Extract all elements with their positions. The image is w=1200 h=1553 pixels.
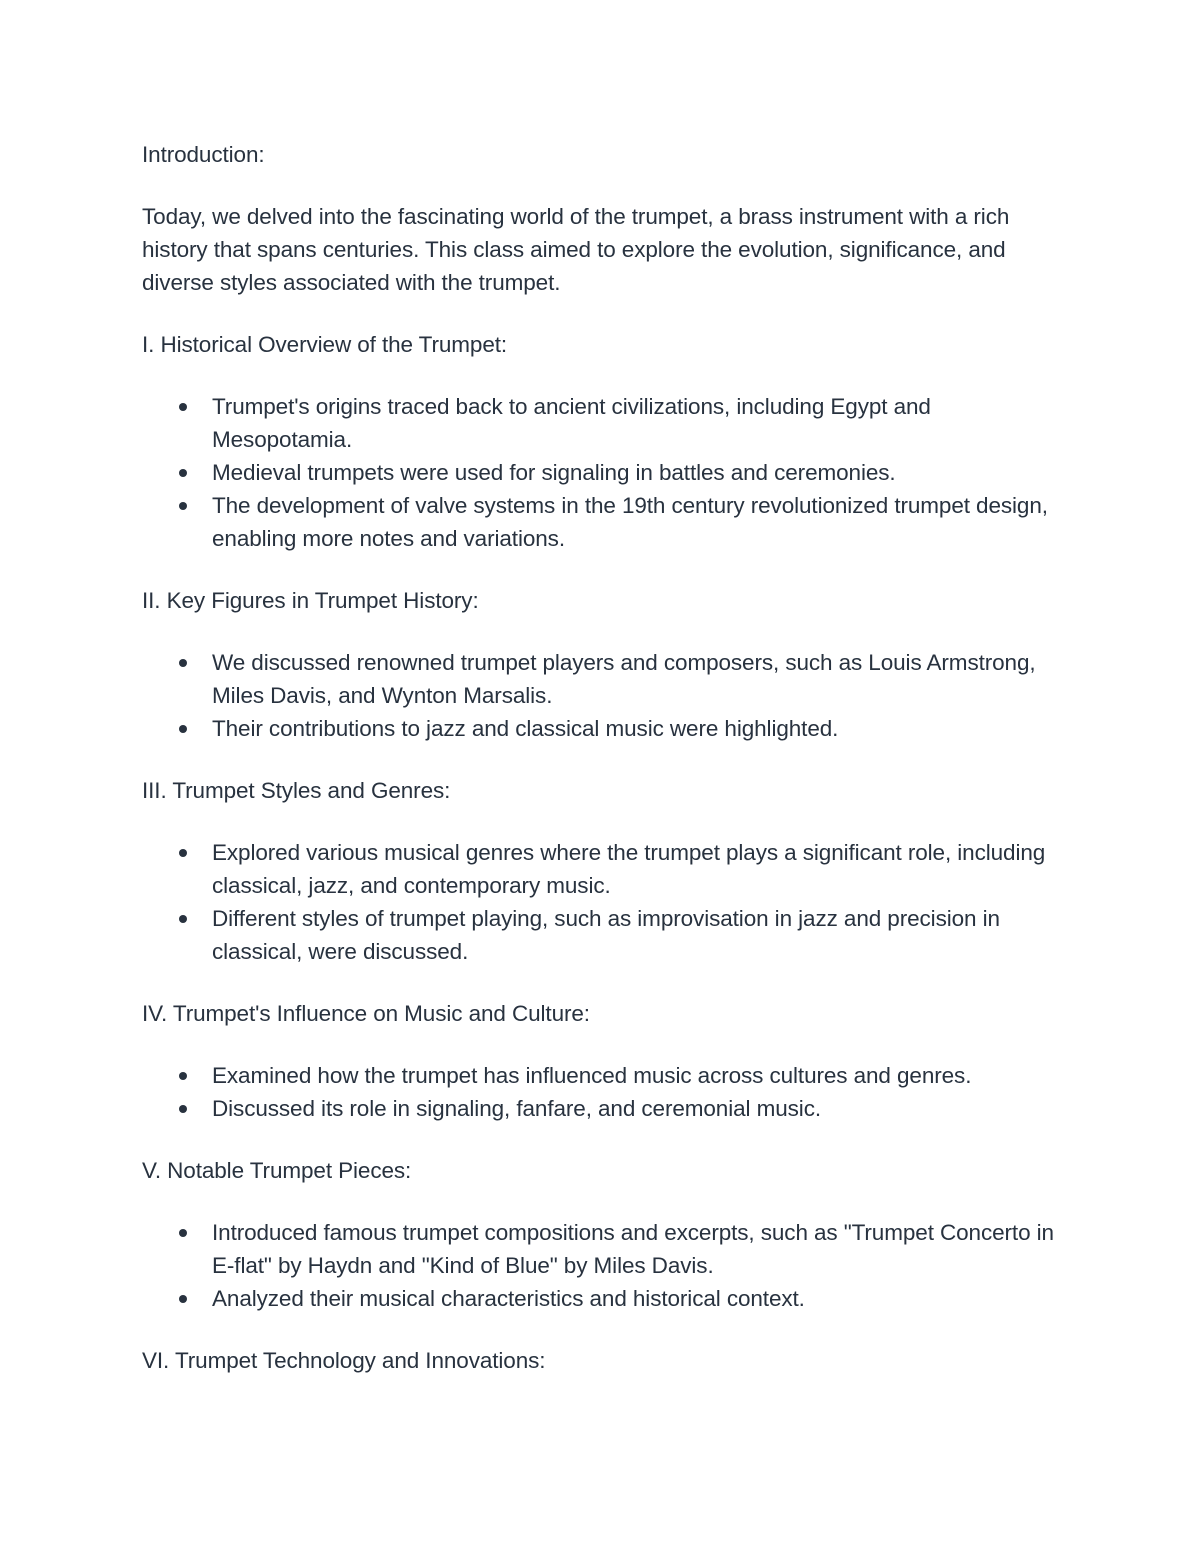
- bullet-icon: [179, 659, 187, 667]
- list-item-text: Discussed its role in signaling, fanfare, and ceremonial music.: [212, 1096, 821, 1121]
- list-item: [142, 712, 1072, 745]
- bullet-list: [142, 646, 1072, 745]
- bullet-list: [142, 836, 1072, 968]
- list-item-text: Introduced famous trumpet compositions and excerpts, such as "Trumpet Concerto in E-flat" by Haydn and "Kind of Blue" by Miles Davis.: [212, 1220, 1054, 1278]
- list-item-text: Different styles of trumpet playing, such as improvisation in jazz and precision in classical, were discussed.: [212, 906, 1000, 964]
- list-item-text: Examined how the trumpet has influenced music across cultures and genres.: [212, 1063, 972, 1088]
- list-item-text: Their contributions to jazz and classical music were highlighted.: [212, 716, 839, 741]
- list-item-text: We discussed renowned trumpet players and composers, such as Louis Armstrong, Miles Davis, and Wynton Marsalis.: [212, 650, 1036, 708]
- list-item: [142, 1216, 1072, 1282]
- list-item: [142, 489, 1072, 555]
- bullet-icon: [179, 1295, 187, 1303]
- bullet-icon: [179, 469, 187, 477]
- intro-heading: Introduction:: [142, 142, 265, 167]
- list-item: [142, 646, 1072, 712]
- list-item: [142, 456, 1072, 489]
- bullet-icon: [179, 1229, 187, 1237]
- bullet-list: [142, 1216, 1072, 1315]
- document-page: [142, 138, 1072, 1406]
- bullet-list: [142, 390, 1072, 555]
- bullet-icon: [179, 1105, 187, 1113]
- list-item: [142, 1092, 1072, 1125]
- bullet-list: [142, 1059, 1072, 1125]
- bullet-icon: [179, 1072, 187, 1080]
- section-heading: I. Historical Overview of the Trumpet:: [142, 332, 508, 357]
- bullet-icon: [179, 403, 187, 411]
- section-heading: V. Notable Trumpet Pieces:: [142, 1158, 412, 1183]
- list-item: [142, 1282, 1072, 1315]
- list-item-text: Explored various musical genres where the trumpet plays a significant role, including classical, jazz, and contemporary music.: [212, 840, 1046, 898]
- section-heading: VI. Trumpet Technology and Innovations:: [142, 1348, 546, 1373]
- intro-paragraph: Today, we delved into the fascinating world of the trumpet, a brass instrument with a rich history that spans centuries. This class aimed to explore the evolution, significance, and diverse styles associated with the trumpet.: [142, 204, 1010, 295]
- list-item: [142, 1059, 1072, 1092]
- bullet-icon: [179, 725, 187, 733]
- list-item: [142, 390, 1072, 456]
- bullet-icon: [179, 849, 187, 857]
- list-item-text: Analyzed their musical characteristics and historical context.: [212, 1286, 805, 1311]
- list-item-text: The development of valve systems in the 19th century revolutionized trumpet design, enabling more notes and variations.: [212, 493, 1048, 551]
- bullet-icon: [179, 502, 187, 510]
- list-item: [142, 902, 1072, 968]
- section-heading: III. Trumpet Styles and Genres:: [142, 778, 451, 803]
- section-heading: IV. Trumpet's Influence on Music and Culture:: [142, 1001, 590, 1026]
- list-item-text: Medieval trumpets were used for signaling in battles and ceremonies.: [212, 460, 896, 485]
- bullet-icon: [179, 915, 187, 923]
- list-item: [142, 836, 1072, 902]
- list-item-text: Trumpet's origins traced back to ancient civilizations, including Egypt and Mesopotamia.: [212, 394, 931, 452]
- section-heading: II. Key Figures in Trumpet History:: [142, 588, 479, 613]
